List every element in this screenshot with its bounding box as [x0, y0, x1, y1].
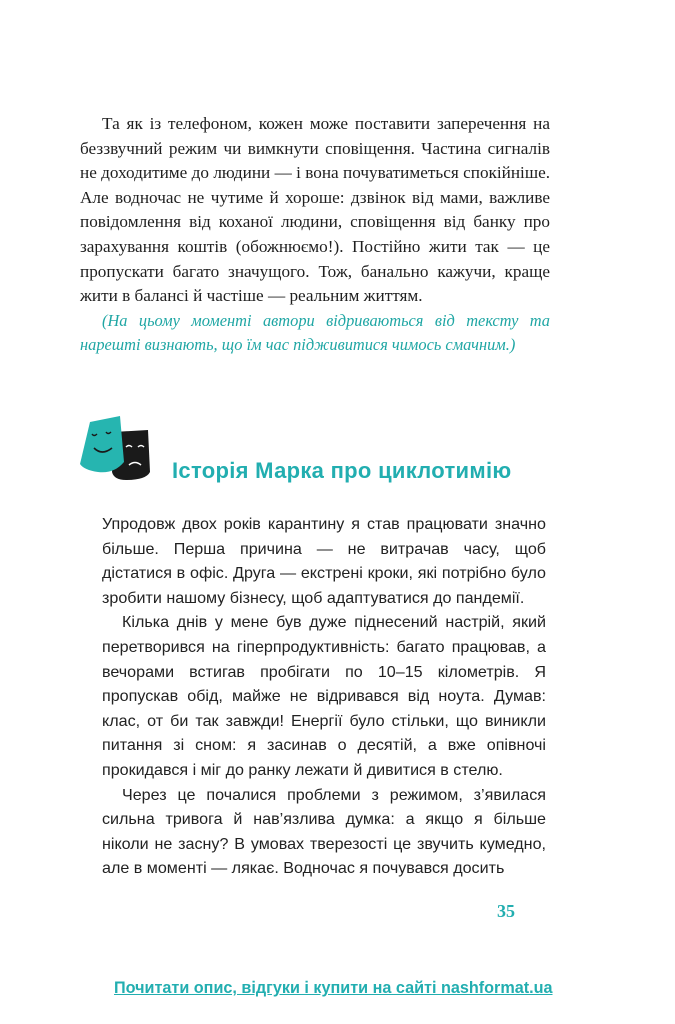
page-number: 35	[497, 901, 515, 921]
story-text	[102, 512, 546, 881]
section-title: Історія Марка про циклотимію	[172, 458, 512, 483]
intro-text	[80, 112, 550, 358]
promo-link[interactable]: Почитати опис, відгуки і купити на сайті nashformat.ua	[114, 979, 553, 997]
story-paragraph-2: Кілька днів у мене був дуже піднесений настрій, який перетворився на гіперпродуктивність: багато працював, а вечорами встигав пробігати по 10–15 кілометрів. Я пропускав обід, майже не відривався від ноута. Думав: клас, от би так завжди! Енергії було стільки, що виникли питання зі сном: я засинав о десятій, а вже опівночі прокидався і міг до ранку лежати й дивитися в стелю.	[102, 613, 546, 779]
intro-paragraph: Та як із телефоном, кожен може поставити заперечення на беззвучний режим чи вимкнути сповіщення. Частина сигналів не доходитиме до людини — і вона почуватиметься спокійніше. Але водночас не чутиме й хороше: дзвінок від мами, важливе повідомлення від коханої людини, сповіщення від банку про зарахування коштів (обожнюємо!). Постійно жити так — це пропускати багато значущого. Тож, банально кажучи, краще жити в балансі й частіше — реальним життям.	[80, 114, 550, 306]
section-header	[80, 412, 550, 484]
story-paragraph-1: Упродовж двох років карантину я став працювати значно більше. Перша причина — не витрачав часу, щоб дістатися в офіс. Друга — екстрені кроки, які потрібно було зробити нашому бізнесу, щоб адаптуватися до пандемії.	[102, 515, 546, 607]
story-paragraph-3: Через це почалися проблеми з режимом, з’явилася сильна тривога й нав’язлива думка: а якщо я більше ніколи не засну? В умовах тверезості це звучить кумедно, але в моменті — лякає. Водночас я почувався досить	[102, 785, 546, 878]
theatre-masks-icon	[80, 412, 152, 484]
author-aside: (На цьому моменті автори відриваються від тексту та нарешті визнають, що їм час підживитися чимось смачним.)	[80, 310, 550, 355]
